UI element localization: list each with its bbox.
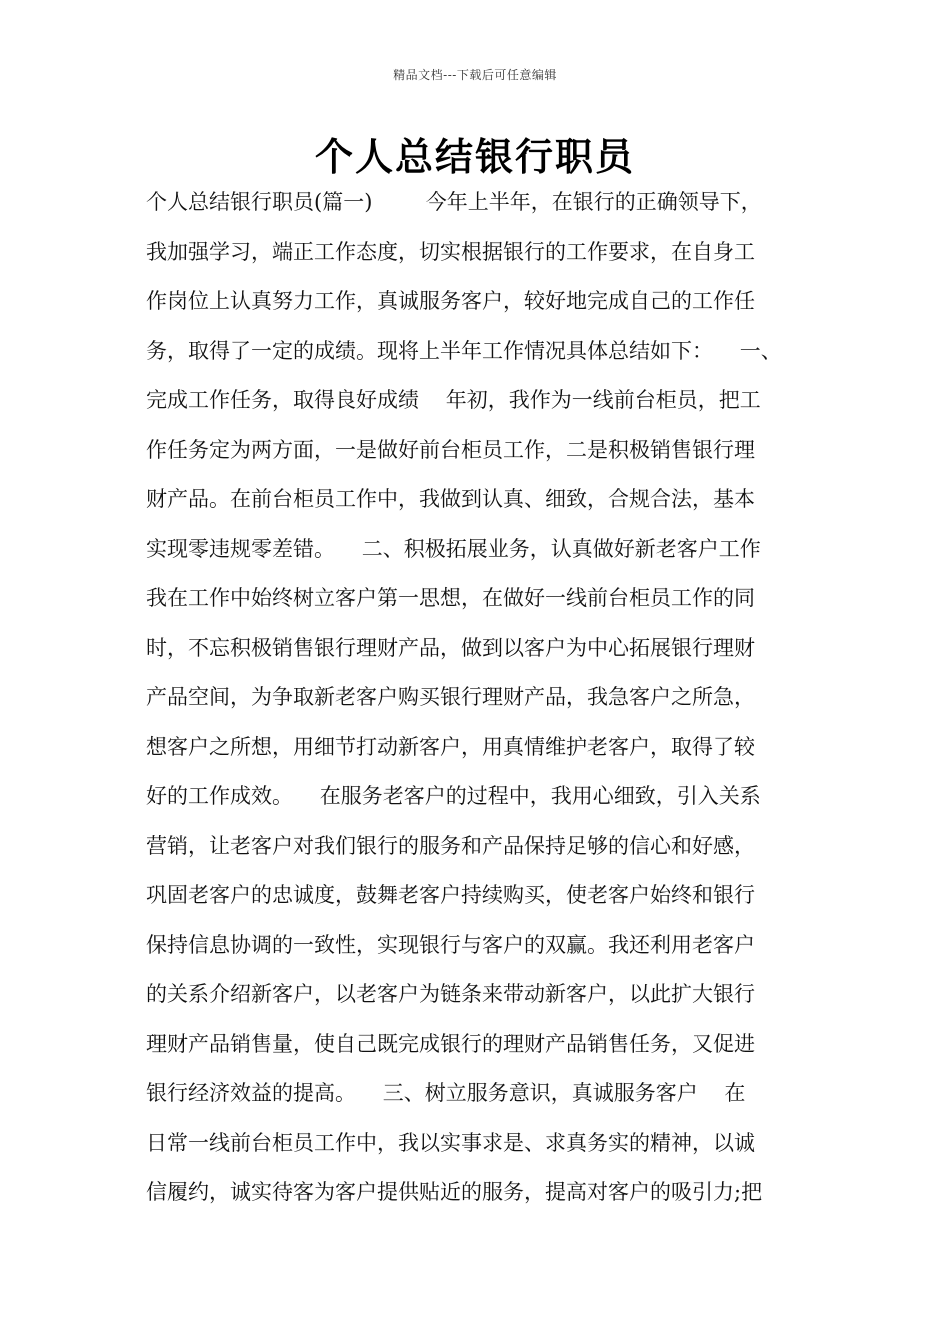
body-line: 完成工作任务，取得良好成绩 年初，我作为一线前台柜员，把工	[146, 388, 761, 412]
body-line: 作任务定为两方面，一是做好前台柜员工作，二是积极销售银行理	[146, 437, 755, 462]
body-line: 的关系介绍新客户，以老客户为链条来带动新客户，以此扩大银行	[146, 982, 755, 1006]
body-line: 我在工作中始终树立客户第一思想，在做好一线前台柜员工作的同	[146, 586, 755, 610]
body-line: 时，不忘积极销售银行理财产品，做到以客户为中心拓展银行理财	[146, 635, 755, 660]
body-line: 保持信息协调的一致性，实现银行与客户的双赢。我还利用老客户	[146, 932, 755, 957]
body-line: 务，取得了一定的成绩。现将上半年工作情况具体总结如下： 一、	[146, 338, 782, 363]
body-line: 想客户之所想，用细节打动新客户，用真情维护老客户，取得了较	[146, 734, 755, 759]
body-line: 我加强学习，端正工作态度，切实根据银行的工作要求，在自身工	[146, 239, 755, 264]
body-line: 实现零违规零差错。 二、积极拓展业务，认真做好新老客户工作	[146, 536, 761, 561]
body-line: 巩固老客户的忠诚度，鼓舞老客户持续购买，使老客户始终和银行	[146, 883, 755, 907]
body-line: 信履约，诚实待客为客户提供贴近的服务，提高对客户的吸引力;把	[146, 1180, 763, 1204]
document-title: 个人总结银行职员	[314, 135, 635, 179]
body-line: 财产品。在前台柜员工作中，我做到认真、细致，合规合法，基本	[146, 487, 755, 511]
body-line: 理财产品销售量，使自己既完成银行的理财产品销售任务，又促进	[146, 1031, 755, 1056]
body-line: 产品空间，为争取新老客户购买银行理财产品，我急客户之所急，	[146, 685, 755, 709]
document-body	[146, 180, 810, 1220]
body-line: 日常一线前台柜员工作中，我以实事求是、求真务实的精神，以诚	[146, 1130, 755, 1155]
header-note: 精品文档---下载后可任意编辑	[393, 68, 557, 82]
body-line: 好的工作成效。 在服务老客户的过程中，我用心细致，引入关系	[146, 784, 761, 808]
body-line: 个人总结银行职员(篇一) 今年上半年，在银行的正确领导下，	[146, 190, 762, 214]
body-line: 作岗位上认真努力工作，真诚服务客户，较好地完成自己的工作任	[146, 289, 755, 313]
body-line: 银行经济效益的提高。 三、树立服务意识，真诚服务客户 在	[146, 1081, 746, 1105]
body-line: 营销，让老客户对我们银行的服务和产品保持足够的信心和好感，	[146, 833, 755, 858]
